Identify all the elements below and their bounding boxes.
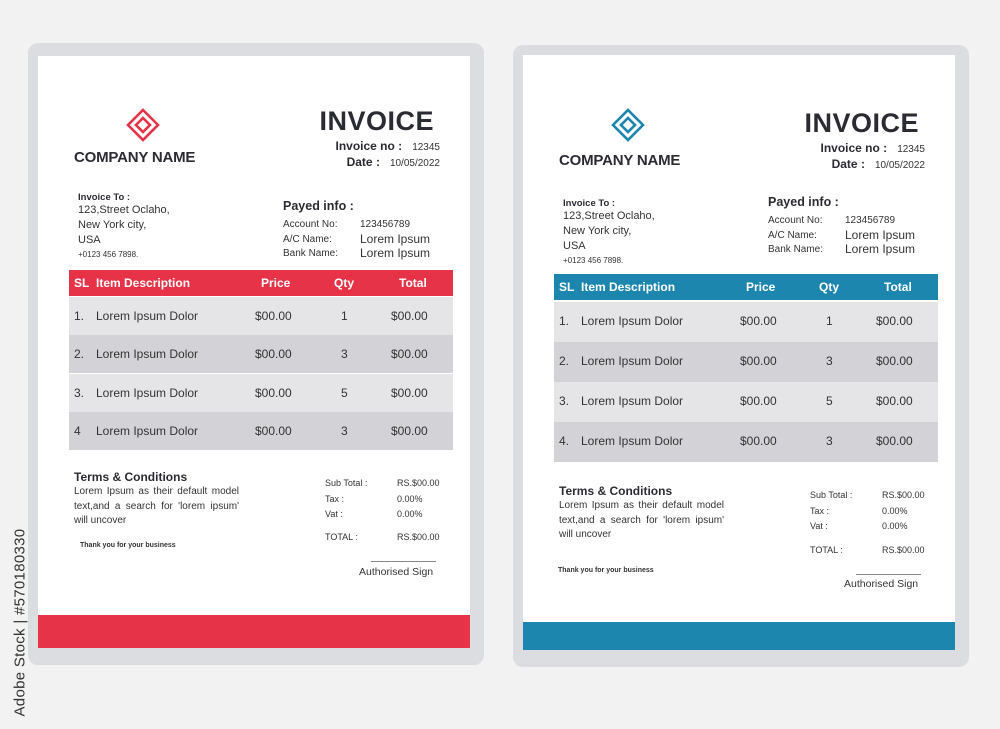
phone-number: +0123 456 7898.: [78, 250, 139, 259]
row-total: $00.00: [876, 434, 913, 448]
items-table-header: [554, 274, 938, 300]
terms-title: Terms & Conditions: [74, 470, 188, 484]
diamond-logo-icon: [126, 108, 160, 142]
row-sl: 1.: [74, 309, 85, 323]
payed-info-row: [283, 234, 458, 245]
summary-label: Vat :: [325, 509, 343, 519]
row-price: $00.00: [740, 314, 777, 328]
table-row: [554, 382, 938, 422]
row-price: $00.00: [255, 424, 292, 438]
summary-row: [325, 509, 423, 519]
row-sl: 4: [74, 424, 81, 438]
watermark-text: Adobe Stock | #570180330: [11, 528, 29, 717]
invoice-date: 10/05/2022: [389, 158, 440, 169]
invoice-number-row: [336, 139, 441, 153]
column-qty: Qty: [819, 280, 840, 294]
invoice-number: 12345: [412, 142, 440, 153]
invoice-date-row: [347, 155, 440, 169]
footer-bar: [523, 622, 955, 650]
summary-value: RS.$00.00: [882, 545, 925, 555]
row-price: $00.00: [255, 386, 292, 400]
row-sl: 2.: [74, 347, 85, 361]
invoice-date: 10/05/2022: [874, 160, 925, 171]
invoice-date-label: Date :: [346, 155, 380, 169]
row-description: Lorem Ipsum Dolor: [96, 347, 199, 361]
payed-info-key: Account No:: [283, 219, 338, 230]
items-table-header: [69, 270, 453, 296]
terms-title: Terms & Conditions: [559, 484, 673, 498]
row-qty: 1: [826, 314, 833, 328]
column-price: Price: [746, 280, 776, 294]
row-price: $00.00: [255, 309, 292, 323]
row-price: $00.00: [740, 434, 777, 448]
table-row: [554, 342, 938, 382]
column-sl: SL: [74, 276, 90, 290]
column-total: Total: [399, 276, 427, 290]
row-price: $00.00: [740, 394, 777, 408]
summary-label: Tax :: [810, 506, 830, 516]
row-total: $00.00: [876, 314, 913, 328]
summary-row: [810, 506, 908, 516]
address-line: USA: [563, 240, 586, 252]
row-sl: 4.: [559, 434, 570, 448]
address-line: New York city,: [563, 225, 632, 237]
column-qty: Qty: [334, 276, 355, 290]
column-total: Total: [884, 280, 912, 294]
row-description: Lorem Ipsum Dolor: [581, 434, 684, 448]
row-sl: 2.: [559, 354, 570, 368]
summary-label: Vat :: [810, 521, 828, 531]
payed-info-row: [768, 215, 943, 226]
payed-info-row: [283, 248, 458, 259]
invoice-card-red: [28, 43, 484, 665]
address-line: 123,Street Oclaho,: [563, 210, 655, 222]
summary-row: [810, 521, 908, 531]
table-row: [69, 412, 453, 450]
payed-info-key: Account No:: [768, 215, 823, 226]
invoice-number: 12345: [897, 144, 925, 155]
invoice-title: INVOICE: [319, 106, 434, 136]
summary-value: 0.00%: [882, 506, 908, 516]
row-description: Lorem Ipsum Dolor: [96, 424, 199, 438]
table-row: [69, 335, 453, 373]
payed-info-row: [283, 219, 458, 230]
row-sl: 3.: [559, 394, 570, 408]
table-row: [554, 302, 938, 342]
row-total: $00.00: [391, 309, 428, 323]
row-total: $00.00: [876, 354, 913, 368]
column-price: Price: [261, 276, 291, 290]
invoice-card-blue: [513, 45, 969, 667]
table-row: [69, 374, 453, 412]
summary-label: Sub Total :: [810, 490, 853, 500]
address-line: USA: [78, 234, 101, 246]
row-sl: 3.: [74, 386, 85, 400]
payed-info-row: [768, 230, 943, 241]
authorised-sign: Authorised Sign: [359, 566, 434, 578]
address-line: New York city,: [78, 219, 147, 231]
invoice-number-row: [821, 141, 926, 155]
summary-value: 0.00%: [397, 494, 423, 504]
row-description: Lorem Ipsum Dolor: [96, 386, 199, 400]
summary-label: TOTAL :: [325, 532, 358, 542]
invoice-paper: [38, 56, 470, 648]
row-description: Lorem Ipsum Dolor: [581, 394, 684, 408]
payed-info-key: Bank Name:: [283, 248, 339, 259]
payed-info-key: Bank Name:: [768, 244, 824, 255]
invoice-to-label: Invoice To :: [78, 192, 131, 203]
invoice-paper: [523, 55, 955, 650]
payed-info-value: Lorem Ipsum: [360, 246, 431, 260]
row-total: $00.00: [391, 424, 428, 438]
invoice-to-label: Invoice To :: [563, 198, 616, 209]
terms-text: Lorem Ipsum as their default model text,and a search for 'lorem ipsum' will uncover: [74, 486, 239, 526]
table-row: [554, 422, 938, 462]
row-total: $00.00: [876, 394, 913, 408]
signature-line: [856, 574, 921, 575]
thank-you-note: Thank you for your business: [80, 542, 176, 549]
company-name: COMPANY NAME: [559, 152, 681, 169]
payed-info-label: Payed info :: [768, 195, 839, 209]
summary-label: TOTAL :: [810, 545, 843, 555]
summary-row: [810, 490, 925, 500]
summary-value: RS.$00.00: [882, 490, 925, 500]
row-description: Lorem Ipsum Dolor: [96, 309, 199, 323]
payed-info-value: 123456789: [360, 219, 411, 230]
phone-number: +0123 456 7898.: [563, 256, 624, 265]
payed-info-key: A/C Name:: [283, 234, 332, 245]
row-qty: 5: [341, 386, 348, 400]
footer-bar: [38, 615, 470, 648]
summary-row: [325, 478, 440, 488]
payed-info-key: A/C Name:: [768, 230, 817, 241]
payed-info-value: Lorem Ipsum: [845, 228, 916, 242]
invoice-number-label: Invoice no :: [820, 141, 888, 155]
invoice-date-row: [832, 157, 925, 171]
row-sl: 1.: [559, 314, 570, 328]
payed-info-value: Lorem Ipsum: [360, 232, 431, 246]
authorised-sign: Authorised Sign: [844, 578, 919, 590]
column-sl: SL: [559, 280, 575, 294]
summary-value: 0.00%: [397, 509, 423, 519]
signature-line: [371, 561, 436, 562]
summary-row: [325, 532, 440, 542]
payed-info-label: Payed info :: [283, 199, 354, 213]
address-line: 123,Street Oclaho,: [78, 204, 170, 216]
row-qty: 3: [826, 354, 833, 368]
summary-value: RS.$00.00: [397, 478, 440, 488]
summary-row: [325, 494, 423, 504]
row-qty: 3: [341, 424, 348, 438]
summary-value: RS.$00.00: [397, 532, 440, 542]
invoice-number-label: Invoice no :: [335, 139, 403, 153]
row-description: Lorem Ipsum Dolor: [581, 354, 684, 368]
payed-info-value: Lorem Ipsum: [845, 242, 916, 256]
summary-value: 0.00%: [882, 521, 908, 531]
column-description: Item Description: [581, 280, 676, 294]
row-description: Lorem Ipsum Dolor: [581, 314, 684, 328]
thank-you-note: Thank you for your business: [558, 567, 654, 574]
row-qty: 3: [826, 434, 833, 448]
payed-info-row: [768, 244, 943, 255]
invoice-title: INVOICE: [804, 108, 919, 138]
summary-row: [810, 545, 925, 555]
row-qty: 1: [341, 309, 348, 323]
column-description: Item Description: [96, 276, 191, 290]
row-price: $00.00: [255, 347, 292, 361]
company-name: COMPANY NAME: [74, 149, 196, 166]
diamond-logo-icon: [611, 108, 645, 142]
row-qty: 3: [341, 347, 348, 361]
row-qty: 5: [826, 394, 833, 408]
table-row: [69, 297, 453, 335]
payed-info-value: 123456789: [845, 215, 896, 226]
row-price: $00.00: [740, 354, 777, 368]
row-total: $00.00: [391, 347, 428, 361]
invoice-date-label: Date :: [831, 157, 865, 171]
summary-label: Sub Total :: [325, 478, 368, 488]
summary-label: Tax :: [325, 494, 345, 504]
terms-text: Lorem Ipsum as their default model text,and a search for 'lorem ipsum' will uncover: [559, 500, 724, 540]
row-total: $00.00: [391, 386, 428, 400]
